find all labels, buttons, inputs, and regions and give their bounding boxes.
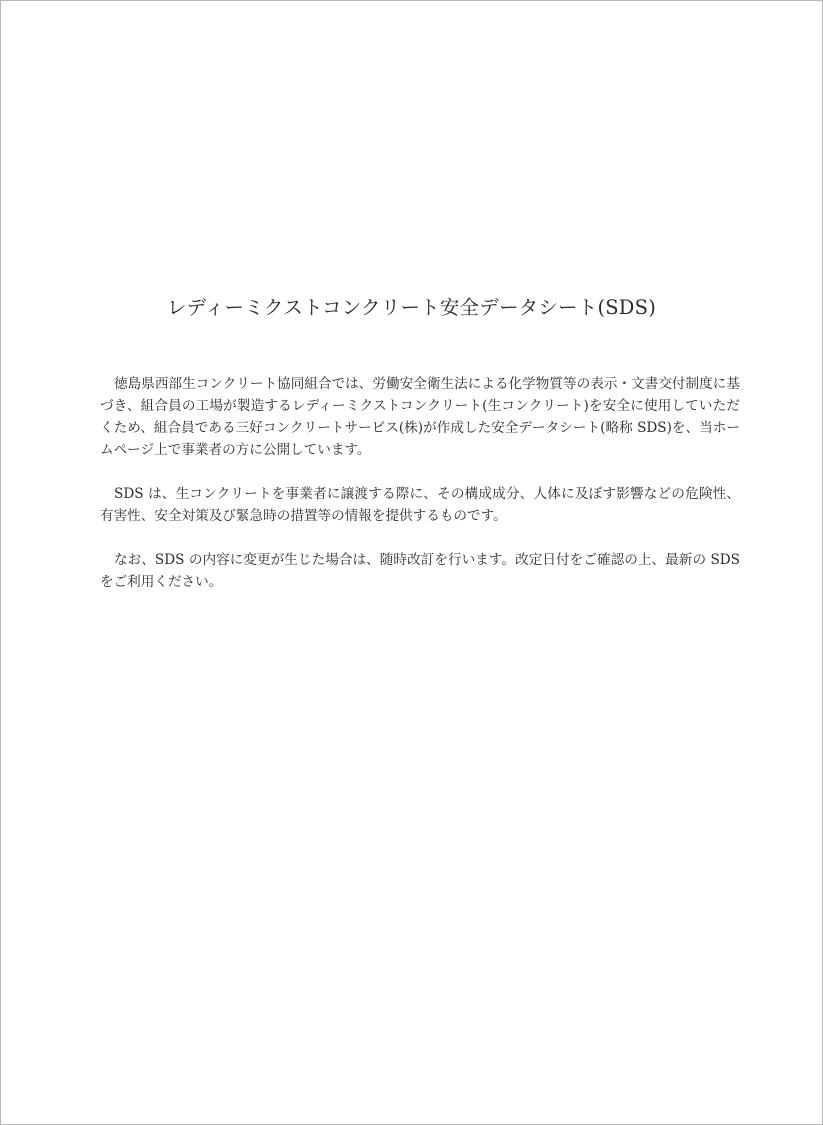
paragraph-revision-notice: なお、SDS の内容に変更が生じた場合は、随時改訂を行います。改定日付をご確認の上、最新の SDS をご利用ください。 [100,552,740,590]
document-title: レディーミクストコンクリート安全データシート(SDS) [166,296,657,319]
paragraph-intro: 徳島県西部生コンクリート協同組合では、労働安全衛生法による化学物質等の表示・文書交付制度に基づき、組合員の工場が製造するレディーミクストコンクリート(生コンクリート)を安全に使用していただくため、組合員である三好コンクリートサービス(株)が作成した安全データシート(略称 SDS)を、当ホームページ上で事業者の方に公開しています。 [100,376,740,458]
paragraph-sds-purpose: SDS は、生コンクリートを事業者に譲渡する際に、その構成成分、人体に及ぼす影響などの危険性、有害性、安全対策及び緊急時の措置等の情報を提供するものです。 [100,486,740,524]
